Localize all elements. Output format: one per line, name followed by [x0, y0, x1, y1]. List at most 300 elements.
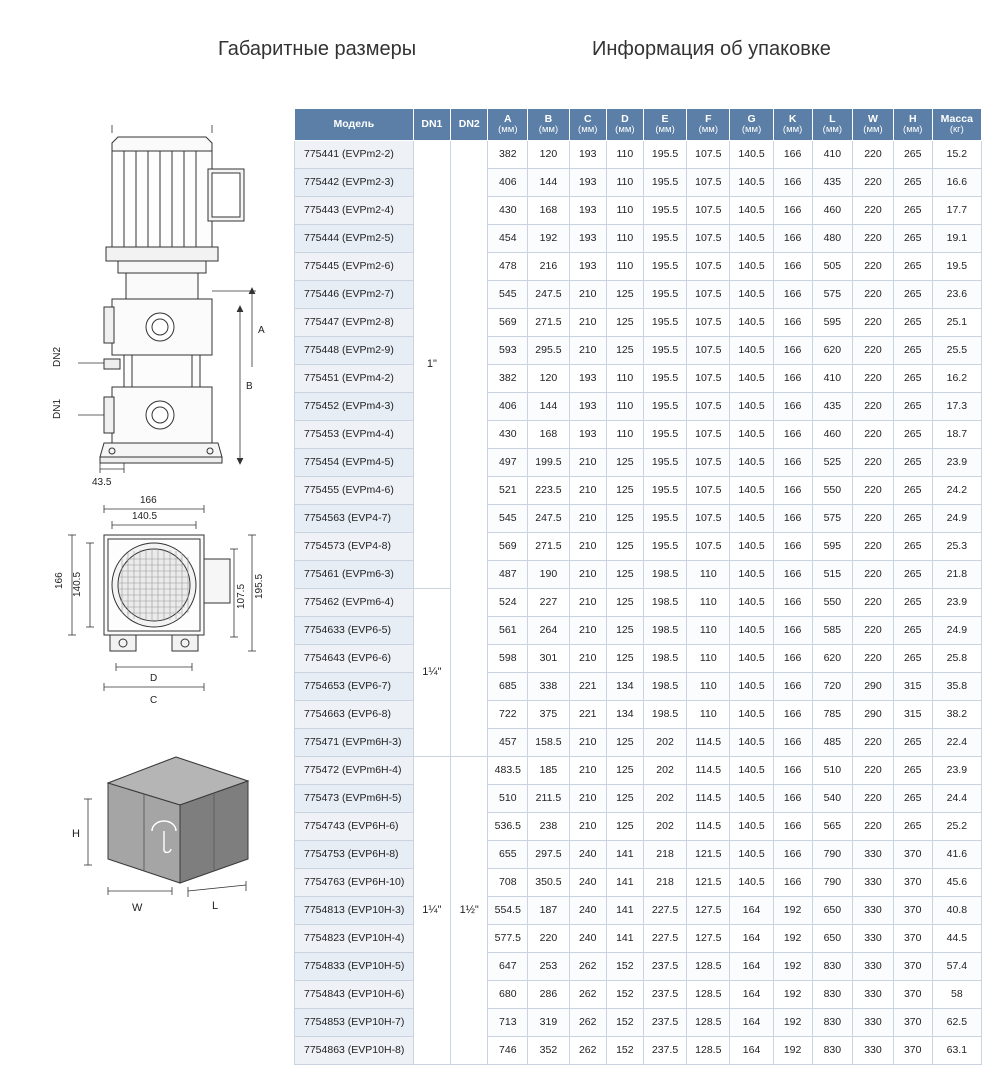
column-header-h: H (мм)	[893, 109, 932, 141]
cell-value: 220	[853, 504, 894, 532]
cell-value: 35.8	[932, 672, 981, 700]
cell-value: 166	[773, 728, 812, 756]
drawings-column	[0, 95, 290, 955]
cell-value: 152	[606, 1036, 643, 1064]
cell-value: 540	[812, 784, 853, 812]
cell-value: 221	[569, 700, 606, 728]
cell-value: 370	[893, 896, 932, 924]
cell-value: 19.5	[932, 252, 981, 280]
cell-value: 141	[606, 868, 643, 896]
cell-model: 775445 (EVPm2-6)	[295, 252, 414, 280]
cell-value: 134	[606, 672, 643, 700]
cell-value: 265	[893, 392, 932, 420]
cell-value: 265	[893, 336, 932, 364]
cell-value: 286	[528, 980, 570, 1008]
cell-value: 265	[893, 616, 932, 644]
cell-value: 193	[569, 252, 606, 280]
table-row	[295, 924, 982, 952]
cell-value: 382	[488, 364, 528, 392]
table-row	[295, 980, 982, 1008]
cell-value: 140.5	[730, 392, 773, 420]
cell-value: 140.5	[730, 280, 773, 308]
cell-value: 166	[773, 140, 812, 168]
cell-value: 265	[893, 644, 932, 672]
cell-value: 220	[853, 168, 894, 196]
cell-value: 220	[853, 476, 894, 504]
column-header-dn1: DN1	[413, 109, 450, 141]
cell-value: 202	[643, 784, 686, 812]
dimensions-table-wrap	[294, 108, 982, 1065]
cell-value: 17.7	[932, 196, 981, 224]
cell-value: 110	[687, 560, 730, 588]
cell-value: 210	[569, 728, 606, 756]
cell-value: 166	[773, 336, 812, 364]
table-row	[295, 672, 982, 700]
cell-value: 830	[812, 952, 853, 980]
cell-value: 195.5	[643, 336, 686, 364]
cell-value: 435	[812, 168, 853, 196]
cell-model: 775452 (EVPm4-3)	[295, 392, 414, 420]
cell-value: 210	[569, 280, 606, 308]
cell-value: 370	[893, 840, 932, 868]
cell-value: 166	[773, 168, 812, 196]
cell-value: 240	[569, 840, 606, 868]
table-row	[295, 364, 982, 392]
cell-value: 370	[893, 868, 932, 896]
cell-value: 536.5	[488, 812, 528, 840]
page-headings	[0, 38, 1000, 78]
cell-value: 166	[773, 616, 812, 644]
cell-value: 210	[569, 532, 606, 560]
cell-value: 166	[773, 448, 812, 476]
cell-value: 238	[528, 812, 570, 840]
cell-value: 166	[773, 644, 812, 672]
table-row	[295, 392, 982, 420]
cell-value: 350.5	[528, 868, 570, 896]
cell-value: 457	[488, 728, 528, 756]
cell-value: 62.5	[932, 1008, 981, 1036]
label-a: A	[258, 325, 265, 336]
cell-value: 185	[528, 756, 570, 784]
cell-dn1: 1¼"	[413, 588, 450, 756]
cell-value: 265	[893, 504, 932, 532]
cell-value: 144	[528, 168, 570, 196]
cell-value: 107.5	[687, 336, 730, 364]
table-row	[295, 504, 982, 532]
table-row	[295, 308, 982, 336]
cell-value: 40.8	[932, 896, 981, 924]
cell-value: 577.5	[488, 924, 528, 952]
cell-value: 190	[528, 560, 570, 588]
cell-value: 128.5	[687, 1036, 730, 1064]
cell-value: 265	[893, 532, 932, 560]
cell-value: 164	[730, 896, 773, 924]
cell-value: 140.5	[730, 784, 773, 812]
table-row	[295, 812, 982, 840]
cell-value: 24.2	[932, 476, 981, 504]
cell-value: 193	[569, 196, 606, 224]
label-b: B	[246, 381, 253, 392]
table-row	[295, 952, 982, 980]
cell-value: 265	[893, 168, 932, 196]
label-435: 43.5	[92, 477, 112, 488]
cell-value: 110	[687, 672, 730, 700]
cell-value: 202	[643, 756, 686, 784]
cell-value: 107.5	[687, 168, 730, 196]
cell-value: 290	[853, 672, 894, 700]
cell-value: 140.5	[730, 756, 773, 784]
cell-value: 128.5	[687, 980, 730, 1008]
cell-value: 58	[932, 980, 981, 1008]
cell-value: 24.4	[932, 784, 981, 812]
cell-value: 195.5	[643, 308, 686, 336]
cell-value: 210	[569, 476, 606, 504]
cell-value: 352	[528, 1036, 570, 1064]
cell-value: 220	[853, 784, 894, 812]
cell-value: 265	[893, 448, 932, 476]
cell-model: 7754653 (EVP6-7)	[295, 672, 414, 700]
cell-model: 7754573 (EVP4-8)	[295, 532, 414, 560]
cell-value: 193	[569, 392, 606, 420]
cell-value: 166	[773, 252, 812, 280]
cell-value: 125	[606, 616, 643, 644]
cell-value: 220	[853, 812, 894, 840]
cell-value: 220	[853, 224, 894, 252]
cell-value: 107.5	[687, 224, 730, 252]
cell-value: 195.5	[643, 140, 686, 168]
cell-value: 193	[569, 420, 606, 448]
cell-value: 265	[893, 140, 932, 168]
cell-value: 647	[488, 952, 528, 980]
cell-value: 370	[893, 1036, 932, 1064]
cell-value: 198.5	[643, 560, 686, 588]
cell-value: 515	[812, 560, 853, 588]
label-c: C	[150, 695, 158, 706]
cell-model: 775461 (EVPm6-3)	[295, 560, 414, 588]
cell-value: 237.5	[643, 1008, 686, 1036]
cell-value: 220	[853, 364, 894, 392]
cell-value: 545	[488, 504, 528, 532]
cell-value: 265	[893, 756, 932, 784]
table-row	[295, 784, 982, 812]
cell-value: 262	[569, 1008, 606, 1036]
cell-value: 460	[812, 196, 853, 224]
cell-value: 262	[569, 1036, 606, 1064]
cell-value: 330	[853, 952, 894, 980]
cell-value: 575	[812, 280, 853, 308]
cell-value: 220	[853, 140, 894, 168]
cell-value: 210	[569, 588, 606, 616]
cell-value: 265	[893, 728, 932, 756]
cell-value: 561	[488, 616, 528, 644]
cell-value: 107.5	[687, 420, 730, 448]
cell-value: 220	[853, 532, 894, 560]
cell-value: 152	[606, 952, 643, 980]
cell-value: 25.2	[932, 812, 981, 840]
cell-value: 680	[488, 980, 528, 1008]
cell-value: 140.5	[730, 168, 773, 196]
cell-value: 140.5	[730, 308, 773, 336]
table-row	[295, 168, 982, 196]
cell-value: 166	[773, 756, 812, 784]
cell-value: 195.5	[643, 448, 686, 476]
cell-value: 265	[893, 364, 932, 392]
cell-value: 790	[812, 840, 853, 868]
cell-value: 110	[687, 700, 730, 728]
cell-value: 16.2	[932, 364, 981, 392]
cell-value: 114.5	[687, 756, 730, 784]
cell-value: 166	[773, 420, 812, 448]
cell-value: 220	[853, 616, 894, 644]
cell-value: 25.1	[932, 308, 981, 336]
cell-model: 775473 (EVPm6H-5)	[295, 784, 414, 812]
cell-model: 775444 (EVPm2-5)	[295, 224, 414, 252]
cell-value: 164	[730, 980, 773, 1008]
cell-value: 650	[812, 924, 853, 952]
table-row	[295, 196, 982, 224]
cell-value: 193	[569, 364, 606, 392]
cell-value: 166	[773, 392, 812, 420]
cell-value: 330	[853, 896, 894, 924]
cell-value: 505	[812, 252, 853, 280]
cell-value: 25.8	[932, 644, 981, 672]
cell-model: 775447 (EVPm2-8)	[295, 308, 414, 336]
cell-value: 524	[488, 588, 528, 616]
cell-value: 720	[812, 672, 853, 700]
cell-value: 187	[528, 896, 570, 924]
cell-model: 775442 (EVPm2-3)	[295, 168, 414, 196]
cell-value: 210	[569, 560, 606, 588]
cell-value: 166	[773, 196, 812, 224]
cell-value: 554.5	[488, 896, 528, 924]
cell-value: 221	[569, 672, 606, 700]
cell-value: 593	[488, 336, 528, 364]
cell-value: 107.5	[687, 476, 730, 504]
column-header-d: D (мм)	[606, 109, 643, 141]
cell-value: 210	[569, 756, 606, 784]
cell-value: 195.5	[643, 196, 686, 224]
cell-value: 220	[853, 420, 894, 448]
cell-value: 220	[853, 308, 894, 336]
cell-value: 195.5	[643, 252, 686, 280]
cell-value: 478	[488, 252, 528, 280]
cell-value: 330	[853, 924, 894, 952]
cell-value: 107.5	[687, 448, 730, 476]
cell-value: 220	[853, 280, 894, 308]
cell-value: 128.5	[687, 1008, 730, 1036]
label-dn2: DN2	[52, 346, 63, 367]
cell-value: 265	[893, 784, 932, 812]
table-row	[295, 728, 982, 756]
column-header-f: F (мм)	[687, 109, 730, 141]
cell-value: 227	[528, 588, 570, 616]
cell-model: 775446 (EVPm2-7)	[295, 280, 414, 308]
cell-value: 297.5	[528, 840, 570, 868]
cell-value: 487	[488, 560, 528, 588]
cell-value: 192	[773, 980, 812, 1008]
cell-value: 166	[773, 364, 812, 392]
cell-value: 620	[812, 336, 853, 364]
cell-value: 140.5	[730, 812, 773, 840]
table-row	[295, 476, 982, 504]
cell-value: 166	[773, 840, 812, 868]
cell-value: 193	[569, 140, 606, 168]
cell-value: 264	[528, 616, 570, 644]
cell-value: 110	[687, 644, 730, 672]
cell-value: 192	[773, 952, 812, 980]
column-header-c: C (мм)	[569, 109, 606, 141]
cell-value: 195.5	[643, 420, 686, 448]
cell-value: 227.5	[643, 924, 686, 952]
cell-value: 830	[812, 1036, 853, 1064]
cell-value: 265	[893, 476, 932, 504]
cell-value: 140.5	[730, 336, 773, 364]
cell-value: 202	[643, 728, 686, 756]
cell-value: 510	[812, 756, 853, 784]
cell-value: 107.5	[687, 532, 730, 560]
cell-value: 216	[528, 252, 570, 280]
cell-value: 144	[528, 392, 570, 420]
table-row	[295, 336, 982, 364]
cell-model: 7754813 (EVP10H-3)	[295, 896, 414, 924]
table-row	[295, 756, 982, 784]
cell-value: 110	[606, 196, 643, 224]
label-1955: 195.5	[254, 573, 265, 599]
cell-value: 265	[893, 588, 932, 616]
cell-value: 125	[606, 504, 643, 532]
cell-value: 23.6	[932, 280, 981, 308]
cell-value: 210	[569, 504, 606, 532]
cell-model: 775441 (EVPm2-2)	[295, 140, 414, 168]
cell-value: 166	[773, 280, 812, 308]
cell-value: 164	[730, 924, 773, 952]
cell-value: 107.5	[687, 308, 730, 336]
cell-value: 152	[606, 1008, 643, 1036]
cell-value: 199.5	[528, 448, 570, 476]
cell-value: 790	[812, 868, 853, 896]
cell-value: 220	[853, 588, 894, 616]
cell-value: 338	[528, 672, 570, 700]
cell-value: 223.5	[528, 476, 570, 504]
cell-model: 775451 (EVPm4-2)	[295, 364, 414, 392]
cell-value: 430	[488, 196, 528, 224]
cell-value: 220	[853, 560, 894, 588]
cell-value: 107.5	[687, 140, 730, 168]
cell-value: 330	[853, 980, 894, 1008]
cell-value: 125	[606, 308, 643, 336]
cell-value: 722	[488, 700, 528, 728]
cell-value: 25.3	[932, 532, 981, 560]
cell-value: 125	[606, 476, 643, 504]
cell-value: 265	[893, 308, 932, 336]
cell-dn1: 1"	[413, 140, 450, 588]
cell-value: 19.1	[932, 224, 981, 252]
cell-value: 15.2	[932, 140, 981, 168]
label-166-left: 166	[54, 572, 65, 589]
cell-value: 140.5	[730, 728, 773, 756]
cell-value: 140.5	[730, 364, 773, 392]
label-d: D	[150, 673, 158, 684]
cell-value: 410	[812, 364, 853, 392]
table-row	[295, 616, 982, 644]
cell-value: 237.5	[643, 952, 686, 980]
cell-dn2	[451, 140, 488, 756]
cell-value: 240	[569, 868, 606, 896]
cell-value: 140.5	[730, 700, 773, 728]
cell-value: 620	[812, 644, 853, 672]
cell-value: 655	[488, 840, 528, 868]
cell-value: 210	[569, 336, 606, 364]
cell-value: 21.8	[932, 560, 981, 588]
packaging-box-drawing	[0, 739, 290, 929]
cell-value: 713	[488, 1008, 528, 1036]
cell-value: 220	[853, 644, 894, 672]
cell-value: 569	[488, 532, 528, 560]
cell-value: 23.9	[932, 448, 981, 476]
cell-value: 110	[606, 364, 643, 392]
pump-side-view-drawing	[0, 95, 290, 495]
cell-value: 140.5	[730, 448, 773, 476]
cell-value: 140.5	[730, 532, 773, 560]
cell-value: 57.4	[932, 952, 981, 980]
cell-value: 140.5	[730, 224, 773, 252]
cell-value: 685	[488, 672, 528, 700]
cell-dn1: 1¼"	[413, 756, 450, 1064]
cell-value: 247.5	[528, 504, 570, 532]
cell-value: 125	[606, 812, 643, 840]
cell-value: 24.9	[932, 616, 981, 644]
cell-value: 110	[606, 392, 643, 420]
cell-value: 125	[606, 728, 643, 756]
cell-value: 375	[528, 700, 570, 728]
label-box-w: W	[132, 902, 143, 914]
cell-value: 195.5	[643, 392, 686, 420]
cell-value: 319	[528, 1008, 570, 1036]
table-row	[295, 140, 982, 168]
cell-value: 193	[569, 224, 606, 252]
cell-value: 22.4	[932, 728, 981, 756]
cell-value: 240	[569, 924, 606, 952]
table-row	[295, 420, 982, 448]
cell-value: 746	[488, 1036, 528, 1064]
cell-value: 265	[893, 280, 932, 308]
cell-value: 211.5	[528, 784, 570, 812]
cell-model: 775471 (EVPm6H-3)	[295, 728, 414, 756]
cell-model: 7754823 (EVP10H-4)	[295, 924, 414, 952]
cell-value: 44.5	[932, 924, 981, 952]
column-header-a: A (мм)	[488, 109, 528, 141]
cell-value: 158.5	[528, 728, 570, 756]
cell-value: 265	[893, 196, 932, 224]
cell-value: 166	[773, 308, 812, 336]
cell-value: 127.5	[687, 924, 730, 952]
cell-value: 497	[488, 448, 528, 476]
cell-value: 195.5	[643, 224, 686, 252]
column-header-l: L (мм)	[812, 109, 853, 141]
table-header	[295, 109, 982, 141]
table-row	[295, 224, 982, 252]
label-166-top: 166	[140, 495, 157, 506]
cell-value: 140.5	[730, 504, 773, 532]
cell-model: 7754833 (EVP10H-5)	[295, 952, 414, 980]
cell-value: 110	[606, 252, 643, 280]
column-header-b: B (мм)	[528, 109, 570, 141]
cell-value: 330	[853, 868, 894, 896]
pump-top-view-drawing	[0, 487, 290, 727]
label-1075: 107.5	[236, 583, 247, 609]
heading-dimensions: Габаритные размеры	[218, 38, 417, 60]
cell-model: 775454 (EVPm4-5)	[295, 448, 414, 476]
